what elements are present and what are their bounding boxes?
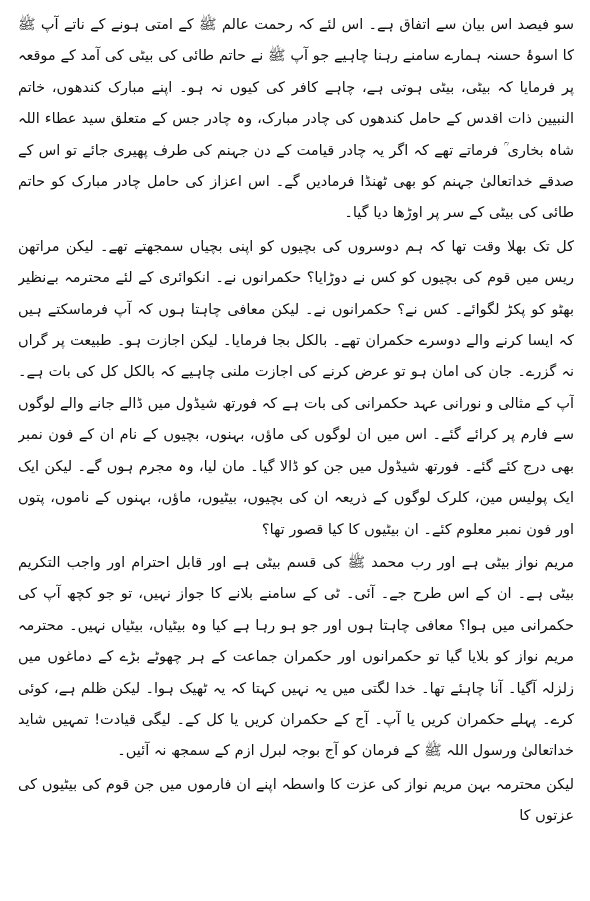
urdu-article	[18, 10, 574, 833]
paragraph-1: سو فیصد اس بیان سے اتفاق ہے۔ اس لئے کہ رحمت عالم ﷺ کے امتی ہونے کے ناتے آپ ﷺ کا اسوۂ حسنہ ہمارے سامنے رہنا چاہیے جو آپ ﷺ نے حاتم طائی کی بیٹی کی آمد کے موقعہ پر فرمایا کہ بیٹی، بیٹی ہوتی ہے، چاہے کافر کی کیوں نہ ہو۔ اپنے مبارک کندھوں، خاتم النبیین ذات اقدس کے حامل کندھوں کی چادر مبارک، وہ چادر جس کے متعلق سید عطاء اللہ شاہ بخاری ؒ فرماتے تھے کہ اگر یہ چادر قیامت کے دن جہنم کی طرف پھیری جائے تو اس کے صدقے خداتعالیٰ جہنم کو بھی ٹھنڈا فرمادیں گے۔ اس اعزاز کی حامل چادر مبارک کو حاتم طائی کی بیٹی کے سر پر اوڑھا دیا گیا۔	[18, 17, 574, 222]
document-page	[18, 10, 574, 895]
paragraph-4: لیکن محترمہ بہن مریم نواز کی عزت کا واسطہ اپنے ان فارموں میں جن قوم کی بیٹیوں کی عزتوں کا	[18, 776, 574, 825]
paragraph-3: مریم نواز بیٹی ہے اور رب محمد ﷺ کی قسم بیٹی ہے اور قابل احترام اور واجب التکریم بیٹی ہے۔ ان کے اس طرح جے۔ آئی۔ ٹی کے سامنے بلانے کا جواز نہیں، تو جو کچھ آپ کی حکمرانی میں ہوا؟ معافی چاہتا ہوں اور جو ہو رہا ہے کیا وہ بیٹیاں، بیٹیاں نہیں۔ محترمہ مریم نواز کو بلایا گیا تو حکمرانوں اور حکمران جماعت کے ہر چھوٹے بڑے کے دماغوں میں زلزلہ آگیا۔ آنا چاہئے تھا۔ خدا لگتی میں یہ نہیں کہتا کہ یہ ٹھیک ہوا۔ لیکن ظلم ہے، کوئی کرے۔ پہلے حکمران کریں یا آپ۔ آج کے حکمران کریں یا کل کے۔ لیگی قیادت! تمہیں شاید خداتعالیٰ ورسول اللہ ﷺ کے فرمان کو آج بوجہ لبرل ازم کے سمجھ نہ آئیں۔	[18, 554, 574, 760]
paragraph-2: کل تک بھلا وقت تھا کہ ہم دوسروں کی بچیوں کو اپنی بچیاں سمجھتے تھے۔ لیکن مراتھن ریس میں قوم کی بچیوں کو کس نے دوڑایا؟ حکمرانوں نے۔ انکوائری کے لئے محترمہ بےنظیر بھٹو کو پکڑ لگوائے۔ کس نے؟ حکمرانوں نے۔ لیکن معافی چاہتا ہوں کہ آپ فرماسکتے ہیں کہ ایسا کرنے والے دوسرے حکمران تھے۔ بالکل بجا فرمایا۔ لیکن اجازت ہو۔ طبیعت پر گراں نہ گزرے۔ جان کی امان ہو تو عرض کرنے کی اجازت ملنی چاہیے کہ بالکل کل کی بات ہے۔ آپ کے مثالی و نورانی عہد حکمرانی کی بات ہے کہ فورتھ شیڈول میں ڈالے جانے والے لوگوں سے فارم پر کرائے گئے۔ اس میں ان لوگوں کی ماؤں، بہنوں، بچیوں کے نام ان کے فون نمبر بھی درج کئے گئے۔ فورتھ شیڈول میں جن کو ڈالا گیا۔ مان لیا، وہ مجرم ہوں گے۔ لیکن ایک ایک پولیس مین، کلرک لوگوں کے ذریعہ ان کی بچیوں، بیٹیوں، ماؤں، بہنوں کے ناموں، پتوں اور فون نمبر معلوم کئے۔ ان بیٹیوں کا کیا قصور تھا؟	[18, 238, 574, 538]
